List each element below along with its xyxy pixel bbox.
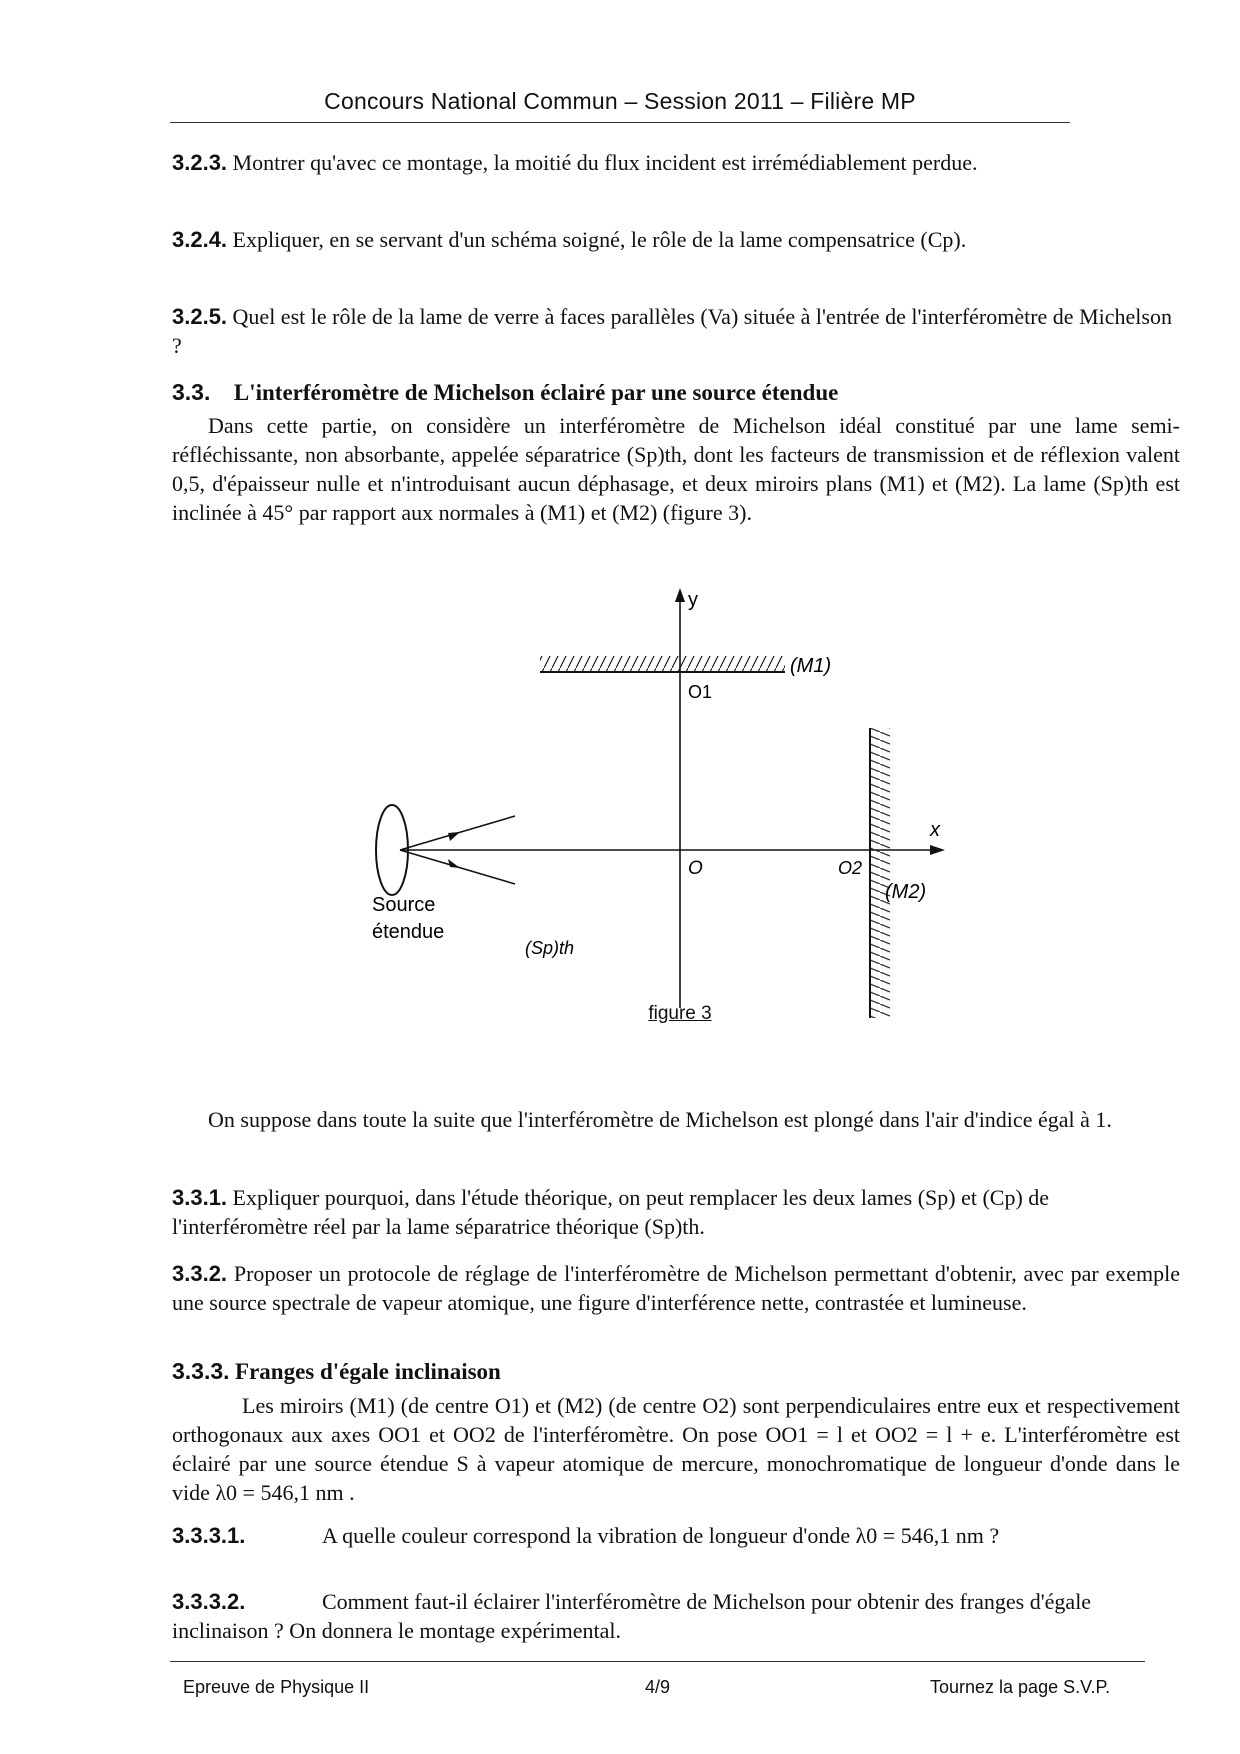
question-3-2-4 <box>172 225 1180 254</box>
question-text: Proposer un protocole de réglage de l'interféromètre de Michelson permettant d'obtenir, avec par exemple une source spectrale de vapeur atomique, une figure d'interférence nette, contrastée et lumineuse. <box>172 1261 1181 1315</box>
question-number: 3.3.3.2. <box>172 1589 246 1614</box>
michelson-figure <box>360 588 980 1028</box>
section-number: 3.3.3. <box>172 1358 230 1384</box>
question-number: 3.3.1. <box>172 1185 228 1210</box>
question-text: Montrer qu'avec ce montage, la moitié du flux incident est irrémédiablement perdue. <box>232 150 978 175</box>
question-3-3-3-1 <box>172 1521 1180 1550</box>
footer-right: Tournez la page S.V.P. <box>930 1677 1111 1697</box>
question-number: 3.2.4. <box>172 227 228 252</box>
splitter-label: (Sp)th <box>525 938 575 958</box>
section-3-3-3-heading <box>172 1357 1180 1386</box>
footer-page-number: 4/9 <box>645 1677 671 1697</box>
mirror-m2-label: (M2) <box>885 881 927 903</box>
question-3-2-5 <box>172 302 1180 360</box>
figure-caption: figure 3 <box>648 1003 712 1024</box>
question-3-2-3 <box>172 148 1180 177</box>
x-axis-label: x <box>930 819 940 841</box>
footer-rule <box>170 1661 1145 1662</box>
question-3-3-1 <box>172 1183 1180 1241</box>
source-label-line1: Source <box>372 894 436 916</box>
question-text: Expliquer pourquoi, dans l'étude théorique, on peut remplacer les deux lames (Sp) et (Cp) de l'interféromètre réel par la lame séparatrice théorique (Sp)th. <box>172 1185 1050 1239</box>
section-3-3-heading <box>172 378 1180 407</box>
section-3-3-3-paragraph: Les miroirs (M1) (de centre O1) et (M2) (de centre O2) sont perpendiculaires entre eux et respectivement orthogonaux aux axes OO1 et OO2 de l'interféromètre. On pose OO1 = l et OO2 = l + e. L'interféromètre est éclairé par une source étendue S à vapeur atomique de mercure, monochromatique de longueur d'onde dans le vide λ0 = 546,1 nm . <box>172 1393 1180 1505</box>
question-number: 3.2.5. <box>172 304 228 329</box>
mirror-m1-hatching <box>540 656 785 672</box>
ray-down-arrow <box>448 859 460 868</box>
ray-up-arrow <box>448 832 460 841</box>
section-number: 3.3. <box>172 379 211 405</box>
header-rule <box>170 122 1070 123</box>
question-text: Expliquer, en se servant d'un schéma soigné, le rôle de la lame compensatrice (Cp). <box>232 227 967 252</box>
point-o2-label: O2 <box>838 858 863 878</box>
question-3-3-2 <box>172 1259 1180 1317</box>
point-o-label: O <box>688 858 703 879</box>
section-3-3-paragraph: Dans cette partie, on considère un interféromètre de Michelson idéal constitué par une lame semi-réfléchissante, non absorbante, appelée séparatrice (Sp)th, dont les facteurs de transmission et de réflexion valent 0,5, d'épaisseur nulle et n'introduisant aucun déphasage, et deux miroirs plans (M1) et (M2). La lame (Sp)th est inclinée à 45° par rapport aux normales à (M1) et (M2) (figure 3). <box>172 413 1180 525</box>
question-number: 3.3.3.1. <box>172 1523 246 1548</box>
y-axis-arrow <box>675 588 685 602</box>
question-number: 3.3.2. <box>172 1261 228 1286</box>
source-label-line2: étendue <box>372 921 445 943</box>
question-text: Quel est le rôle de la lame de verre à faces parallèles (Va) située à l'entrée de l'interféromètre de Michelson ? <box>172 304 1172 358</box>
point-o1-label: O1 <box>688 682 713 702</box>
air-paragraph: On suppose dans toute la suite que l'interféromètre de Michelson est plongé dans l'air d'indice égal à 1. <box>208 1107 1112 1132</box>
y-axis-label: y <box>688 589 698 611</box>
question-text: A quelle couleur correspond la vibration de longueur d'onde λ0 = 546,1 nm ? <box>322 1523 1000 1548</box>
question-text: Comment faut-il éclairer l'interféromètre de Michelson pour obtenir des franges d'égale inclinaison ? On donnera le montage expérimental. <box>172 1589 1092 1643</box>
question-number: 3.2.3. <box>172 150 228 175</box>
question-3-3-3-2 <box>172 1587 1180 1645</box>
x-axis-arrow <box>930 845 945 855</box>
mirror-m1-label: (M1) <box>790 655 832 677</box>
page-header: Concours National Commun – Session 2011 – Filière MP <box>324 88 916 114</box>
mirror-m2-hatching <box>870 728 890 1018</box>
section-title: Franges d'égale inclinaison <box>235 1359 501 1384</box>
section-title: L'interféromètre de Michelson éclairé par une source étendue <box>233 380 839 405</box>
footer-left: Epreuve de Physique II <box>183 1677 370 1697</box>
